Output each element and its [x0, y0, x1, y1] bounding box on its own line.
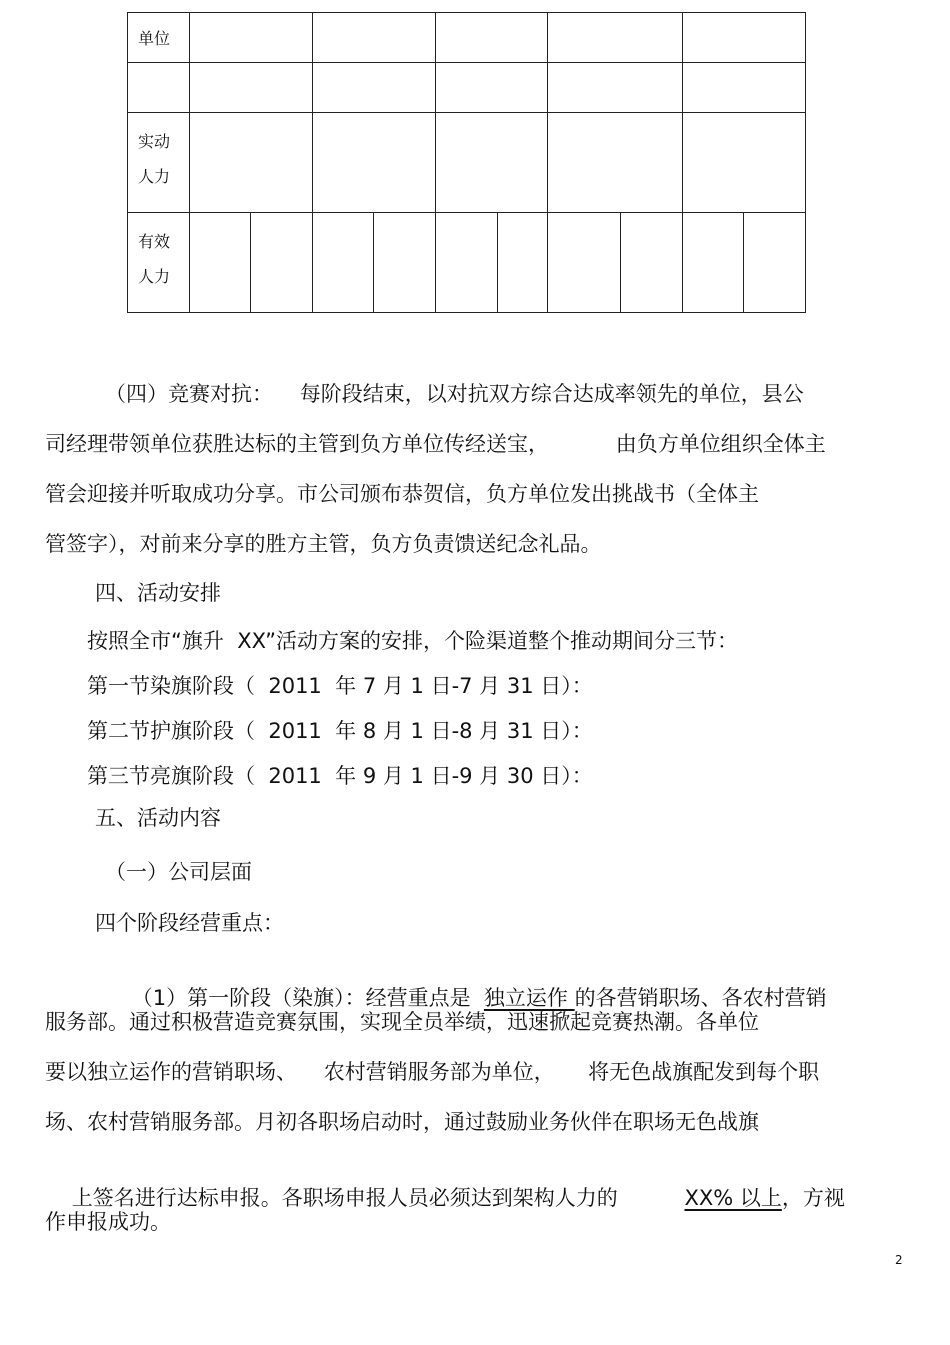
- table-cell: [683, 63, 806, 113]
- paragraph-line: （四）竞赛对抗： 每阶段结束，以对抗双方综合达成率领先的单位，县公: [105, 382, 804, 406]
- paragraph-line: 四个阶段经营重点：: [95, 911, 284, 935]
- table-cell: [548, 63, 683, 113]
- table-cell: [436, 113, 548, 213]
- table-cell: [190, 63, 313, 113]
- text-run: （1）第一阶段（染旗）：经营重点是: [131, 986, 484, 1010]
- label-line: 实动: [138, 132, 171, 151]
- manpower-table: [127, 12, 806, 313]
- paragraph-line: 服务部。通过积极营造竞赛氛围，实现全员举绩，迅速掀起竞赛热潮。各单位: [45, 1010, 759, 1034]
- stage-line: 第一节染旗阶段（ 2011 年 7 月 1 日-7 月 31 日）：: [87, 674, 593, 698]
- paragraph-line: 要以独立运作的营销职场、 农村营销服务部为单位， 将无色战旗配发到每个职: [45, 1060, 820, 1084]
- table-cell: [190, 113, 313, 213]
- underlined-text: XX% 以上: [684, 1186, 782, 1210]
- table-row: [128, 63, 806, 113]
- subsection-heading: （一）公司层面: [105, 860, 252, 884]
- table-cell: [744, 213, 806, 313]
- paragraph-line: 管签字），对前来分享的胜方主管，负方负责馈送纪念礼品。: [45, 532, 602, 556]
- table-cell: [548, 213, 621, 313]
- label-line: 有效: [138, 232, 171, 251]
- text-run: ，方视: [781, 1186, 845, 1210]
- table-cell: [313, 113, 436, 213]
- table-cell: [436, 63, 548, 113]
- row-label-unit: 单位: [128, 13, 190, 63]
- row-label-active-manpower: [128, 113, 190, 213]
- section-heading: 五、活动内容: [95, 806, 221, 830]
- table-cell: [683, 213, 744, 313]
- table-cell: [313, 63, 436, 113]
- table-cell: [251, 213, 313, 313]
- table-cell: [190, 13, 313, 63]
- table-cell: [548, 113, 683, 213]
- stage-line: 第二节护旗阶段（ 2011 年 8 月 1 日-8 月 31 日）：: [87, 719, 593, 743]
- paragraph-line: 场、农村营销服务部。月初各职场启动时，通过鼓励业务伙伴在职场无色战旗: [45, 1110, 759, 1134]
- table-cell: [436, 13, 548, 63]
- table-cell: [436, 213, 498, 313]
- section-heading: 四、活动安排: [95, 581, 221, 605]
- table-cell: [621, 213, 683, 313]
- table-cell: [683, 13, 806, 63]
- paragraph-line: 按照全市“旗升 XX”活动方案的安排，个险渠道整个推动期间分三节：: [87, 629, 739, 653]
- paragraph-line: 作申报成功。: [45, 1210, 171, 1234]
- text-run: 的各营销职场、各农村营销: [574, 986, 827, 1010]
- paragraph-line: 司经理带领单位获胜达标的主管到负方单位传经送宝， 由负方单位组织全体主: [45, 432, 826, 456]
- table-row: [128, 113, 806, 213]
- label-line: 人力: [138, 167, 171, 186]
- page-number: 2: [895, 1253, 903, 1267]
- paragraph-line: 管会迎接并听取成功分享。市公司颁布恭贺信，负方单位发出挑战书（全体主: [45, 482, 759, 506]
- table-cell: [190, 213, 251, 313]
- label-line: 人力: [138, 267, 171, 286]
- table-cell: [548, 13, 683, 63]
- table-cell: [128, 63, 190, 113]
- stage-line: 第三节亮旗阶段（ 2011 年 9 月 1 日-9 月 30 日）：: [87, 764, 593, 788]
- underlined-text: 独立运作: [483, 986, 575, 1010]
- table-row: [128, 213, 806, 313]
- table-cell: [683, 113, 806, 213]
- table-row: [128, 13, 806, 63]
- table-cell: [313, 213, 374, 313]
- table-cell: [498, 213, 548, 313]
- row-label-effective-manpower: [128, 213, 190, 313]
- text-run: 上签名进行达标申报。各职场申报人员必须达到架构人力的: [71, 1186, 685, 1210]
- table-cell: [313, 13, 436, 63]
- table-cell: [374, 213, 436, 313]
